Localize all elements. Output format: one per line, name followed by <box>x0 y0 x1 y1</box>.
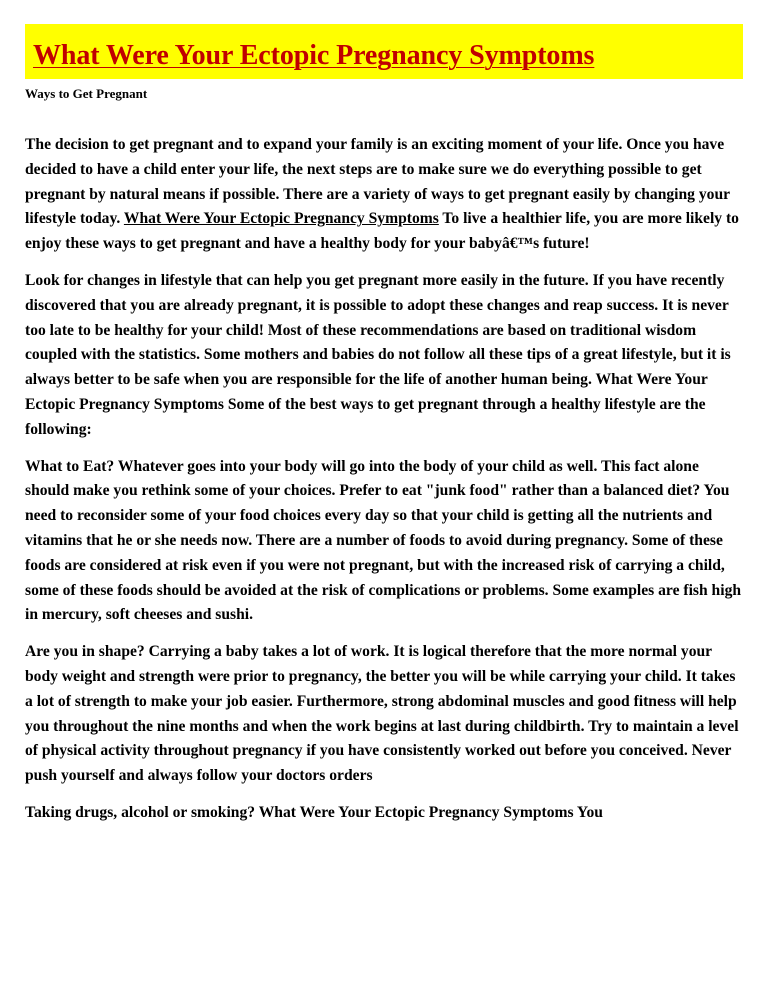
paragraph-intro-text-after: To live a healthier life, you are more likely to enjoy these ways to get pregnant and have a healthy body for your babyâ€™s future! <box>25 210 739 253</box>
paragraph-what-to-eat: What to Eat? Whatever goes into your body will go into the body of your child as well. This fact alone should make you rethink some of your choices. Prefer to eat "junk food" rather than a balanced diet? You need to reconsider some of your food choices every day so that your child is getting all the nutrients and vitamins that he or she needs now. There are a number of foods to avoid during pregnancy. Some of these foods are considered at risk even if you were not pregnant, but with the increased risk of carrying a child, some of these foods should be avoided at the risk of complications or problems. Some examples are fish high in mercury, soft cheeses and sushi. <box>25 457 742 624</box>
title-banner <box>25 24 743 79</box>
page-title[interactable]: What Were Your Ectopic Pregnancy Symptoms <box>33 40 595 71</box>
inline-title-link[interactable]: What Were Your Ectopic Pregnancy Symptoms <box>123 210 439 228</box>
subtitle: Ways to Get Pregnant <box>25 86 148 101</box>
paragraph-lifestyle: Look for changes in lifestyle that can help you get pregnant more easily in the future. If you have recently discovered that you are already pregnant, it is possible to adopt these changes and reap success. It is never too late to be healthy for your child! Most of these recommendations are based on traditional wisdom coupled with the statistics. Some mothers and babies do not follow all these tips of a great lifestyle, but it is always better to be safe when you are responsible for the life of another human being. What Were Your Ectopic Pregnancy Symptoms Some of the best ways to get pregnant through a healthy lifestyle are the following: <box>25 271 731 438</box>
paragraph-intro-text-before: The decision to get pregnant and to expand your family is an exciting moment of your life. Once you have decided to have a child enter your life, the next steps are to make sure we do everything possible to get pregnant by natural means if possible. There are a variety of ways to get pregnant easily by changing your lifestyle today. <box>25 136 730 228</box>
paragraph-in-shape: Are you in shape? Carrying a baby takes a lot of work. It is logical therefore that the more normal your body weight and strength were prior to pregnancy, the better you will be while carrying your child. It takes a lot of strength to make your job easier. Furthermore, strong abdominal muscles and good fitness will help you throughout the nine months and when the work begins at last during childbirth. Try to maintain a level of physical activity throughout pregnancy if you have consistently worked out before you conceived. Never push yourself and always follow your doctors orders <box>25 643 739 785</box>
paragraph-drugs-alcohol: Taking drugs, alcohol or smoking? What Were Your Ectopic Pregnancy Symptoms You <box>25 803 603 821</box>
paragraph-intro <box>25 133 745 257</box>
article-body <box>25 133 745 838</box>
